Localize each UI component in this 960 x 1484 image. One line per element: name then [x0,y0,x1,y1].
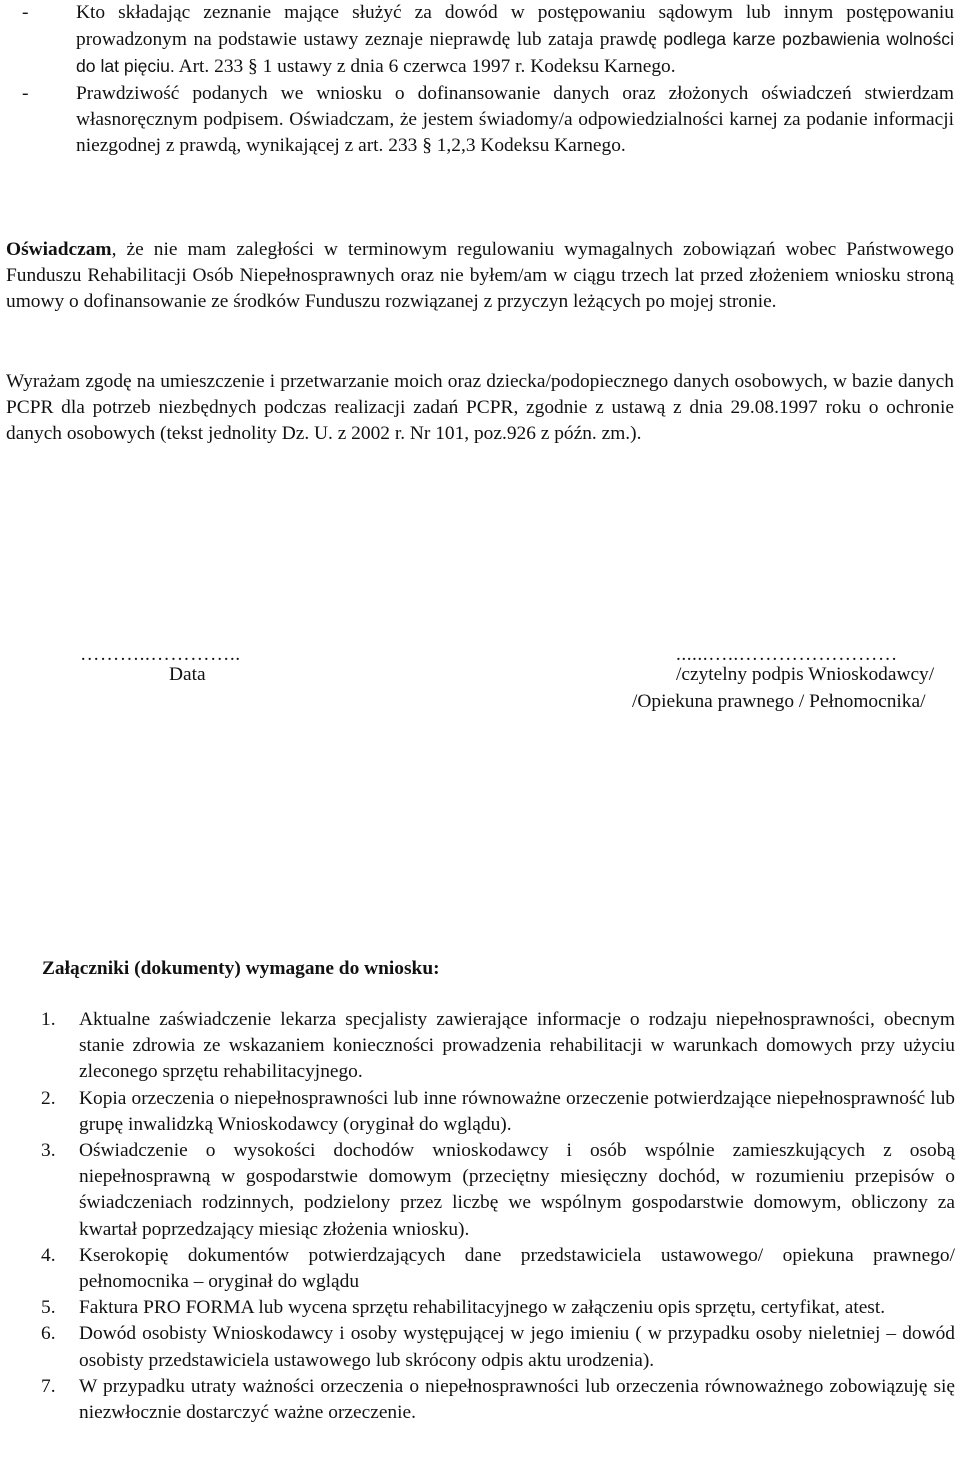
attachment-item-7 [41,1374,955,1426]
statement-text-sans: podlega karze pozbawienia wolności do lat pięciu. [76,29,954,77]
attachment-text: W przypadku utraty ważności orzeczenia o niepełnosprawności lub orzeczenia równoważnego zobowiązuję się niezwłocznie dostarczyć ważne orzeczenie. [79,1375,955,1424]
statement-text: Prawdziwość podanych we wniosku o dofinansowanie danych oraz złożonych oświadczeń stwierdzam własnoręcznym podpisem. Oświadczam, że jestem świadomy/a odpowiedzialności karnej za podanie informacji niezgodnej z prawdą, wynikającej z art. 233 § 1,2,3 Kodeksu Karnego. [76,82,954,157]
attachment-text: Oświadczenie o wysokości dochodów wnioskodawcy i osób wspólnie zamieszkujących z osobą niepełnosprawną w gospodarstwie domowym (przeciętny miesięczny dochód, w rozumieniu przepisów o świadczeniach rodzinnych, podzielony przez liczbę we wspólnym gospodarstwie domowym, obliczony za kwartał poprzedzający miesiąc złożenia wniosku). [79,1140,955,1240]
attachment-item-4 [41,1243,955,1295]
attachment-item-6 [41,1321,955,1373]
statement-item-2 [22,81,954,160]
attachment-text: Kopia orzeczenia o niepełnosprawności lub inne równoważne orzeczenie potwierdzające niepełnosprawność lub grupę inwalidzką Wnioskodawcy (oryginał do wglądu). [79,1087,955,1135]
declaration-text: , że nie mam zaległości w terminowym regulowaniu wymagalnych zobowiązań wobec Państwowego Funduszu Rehabilitacji Osób Niepełnosprawnych oraz nie byłem/am w ciągu trzech lat przed złożeniem wniosku stroną umowy o dofinansowanie ze środków Funduszu rozwiązanej z przyczyn leżących po mojej stronie. [6,239,954,313]
attachment-number: 5. [41,1297,56,1319]
statement-text-tail: Art. 233 § 1 ustawy z dnia 6 czerwca 1997 r. Kodeksu Karnego. [174,56,676,78]
attachment-text: Kserokopię dokumentów potwierdzających dane przedstawiciela ustawowego/ opiekuna prawnego/ pełnomocnika – oryginał do wglądu [79,1244,955,1293]
statement-list [22,0,954,159]
list-dash: - [22,2,29,23]
attachments-heading: Załączniki (dokumenty) wymagane do wniosku: [42,958,440,979]
attachments-list [41,1007,955,1426]
attachment-text: Aktualne zaświadczenie lekarza specjalisty zawierające informacje o rodzaju niepełnosprawności, obecnym stanie zdrowia ze wskazaniem konieczności prowadzenia rehabilitacji w warunkach domowych przy użyciu zleconego sprzętu rehabilitacyjnego. [79,1009,955,1083]
signature-label-applicant: /czytelny podpis Wnioskodawcy/ [676,664,935,685]
statement-item-1 [22,0,954,81]
attachment-number: 2. [41,1087,56,1109]
attachment-item-1 [41,1007,955,1086]
signature-dotted-line: ......…..…………………… [676,644,898,665]
attachment-number: 1. [41,1009,56,1030]
date-dotted-line: ………..………….. [80,644,241,665]
attachment-text: Faktura PRO FORMA lub wycena sprzętu rehabilitacyjnego w załączeniu opis sprzętu, certyfikat, atest. [79,1297,886,1319]
attachment-number: 6. [41,1323,56,1345]
signature-label-guardian: /Opiekuna prawnego / Pełnomocnika/ [632,691,926,712]
list-dash: - [22,82,29,104]
attachment-number: 4. [41,1244,56,1266]
attachment-number: 3. [41,1140,56,1162]
date-label: Data [169,664,206,685]
declaration-lead: Oświadczam [6,239,112,260]
declaration-paragraph [6,237,954,316]
attachment-text: Dowód osobisty Wnioskodawcy i osoby występującej w jego imieniu ( w przypadku osoby nieletniej – dowód osobisty przedstawiciela ustawowego lub skrócony odpis aktu urodzenia). [79,1323,955,1371]
attachment-item-2 [41,1086,955,1138]
attachment-item-3 [41,1138,955,1243]
statement-text: Kto składając zeznanie mające służyć za dowód w postępowaniu sądowym lub innym postępowaniu prowadzonym na podstawie ustawy zeznaje nieprawdę lub zataja prawdę [76,2,954,51]
consent-paragraph: Wyrażam zgodę na umieszczenie i przetwarzanie moich oraz dziecka/podopiecznego danych osobowych, w bazie danych PCPR dla potrzeb niezbędnych podczas realizacji zadań PCPR, zgodnie z ustawą z dnia 29.08.1997 roku o ochronie danych osobowych (tekst jednolity Dz. U. z 2002 r. Nr 101, poz.926 z późn. zm.). [6,371,954,445]
attachment-item-5 [41,1295,955,1321]
attachment-number: 7. [41,1375,56,1397]
